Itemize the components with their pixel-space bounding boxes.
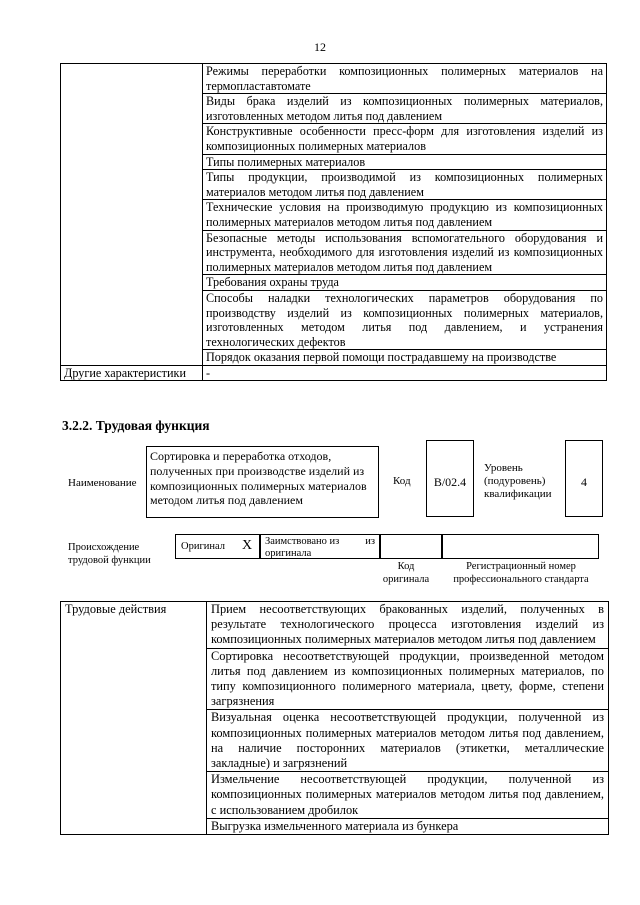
table-row [61, 365, 607, 381]
labor-actions-label: Трудовые действия [61, 602, 207, 835]
original-mark: X [242, 538, 253, 553]
knowledge-item: Виды брака изделий из композиционных полимерных материалов, изготовленных методом литья под давлением [203, 94, 607, 124]
qualification-level: 4 [565, 440, 603, 517]
table-label-cell [61, 64, 203, 366]
reg-number-label: Регистрационный номер профессионального стандарта [453, 561, 589, 585]
table-row [61, 602, 609, 649]
section-title: 3.2.2. Трудовая функция [62, 418, 210, 433]
knowledge-item: Типы продукции, производимой из композиционных полимерных материалов методом литья под давлением [203, 170, 607, 200]
table-row [61, 64, 607, 94]
knowledge-table [60, 63, 607, 381]
knowledge-item: Безопасные методы использования вспомогательного оборудования и инструмента, необходимого для изготовления изделий из композиционных полимерных материалов методом литья под давлением [203, 230, 607, 275]
origin-original-cell [175, 534, 260, 559]
knowledge-item: Технические условия на производимую продукцию из композиционных полимерных материалов методом литья под давлением [203, 200, 607, 230]
labor-action-item: Выгрузка измельченного материала из бункера [207, 818, 609, 834]
labor-action-item: Прием несоответствующих бракованных изделий, полученных в результате технологического процесса изготовления изделий из композиционных полимерных материалов методом литья под давлением [207, 602, 609, 649]
labor-action-item: Визуальная оценка несоответствующей продукции, полученной из композиционных полимерных материалов методом литья под давлением, на наличие посторонних материалов (этикетки, металлические закладные) и загрязнений [207, 710, 609, 772]
original-label: Оригинал [181, 541, 225, 552]
knowledge-item: Способы наладки технологических параметров оборудования по производству изделий из композиционных полимерных материалов, изготовленных методом литья под давлением, и устранения технологических дефектов [203, 290, 607, 349]
labor-action-item: Измельчение несоответствующей продукции, полученной из композиционных полимерных материалов методом литья под давлением, с использованием дробилок [207, 772, 609, 819]
code-label: Код [393, 475, 411, 487]
name-label: Наименование [68, 477, 137, 489]
page-number: 12 [314, 40, 326, 54]
labor-action-item: Сортировка несоответствующей продукции, произведенной методом литья под давлением из композиционных полимерных материалов, по типу композиционного полимерного материала, цвету, форме, степени загрязнения [207, 648, 609, 710]
origin-reg-cell [442, 534, 599, 559]
origin-label: Происхождение трудовой функции [68, 542, 151, 566]
origin-row [175, 534, 599, 559]
knowledge-item: Конструктивные особенности пресс-форм для изготовления изделий из композиционных полимерных материалов [203, 124, 607, 154]
origin-code-cell [380, 534, 442, 559]
knowledge-item: Требования охраны труда [203, 275, 607, 291]
code-original-label: Код оригинала [382, 561, 430, 585]
knowledge-item: Типы полимерных материалов [203, 154, 607, 170]
labor-actions-table [60, 601, 609, 835]
origin-borrowed-cell [260, 534, 380, 559]
function-name: Сортировка и переработка отходов, полученных при производстве изделий из композиционных полимерных материалов методом литья под давлением [146, 446, 379, 518]
other-characteristics-label: Другие характеристики [61, 365, 203, 381]
function-code: B/02.4 [426, 440, 474, 517]
other-characteristics-value: - [203, 365, 607, 381]
knowledge-item: Режимы переработки композиционных полимерных материалов на термопластавтомате [203, 64, 607, 94]
knowledge-item: Порядок оказания первой помощи пострадавшему на производстве [203, 350, 607, 366]
borrowed-iz: из [365, 536, 375, 547]
qualification-level-label: Уровень (подуровень) квалификации [484, 462, 552, 500]
borrowed-label: Заимствовано из оригинала [265, 536, 340, 559]
